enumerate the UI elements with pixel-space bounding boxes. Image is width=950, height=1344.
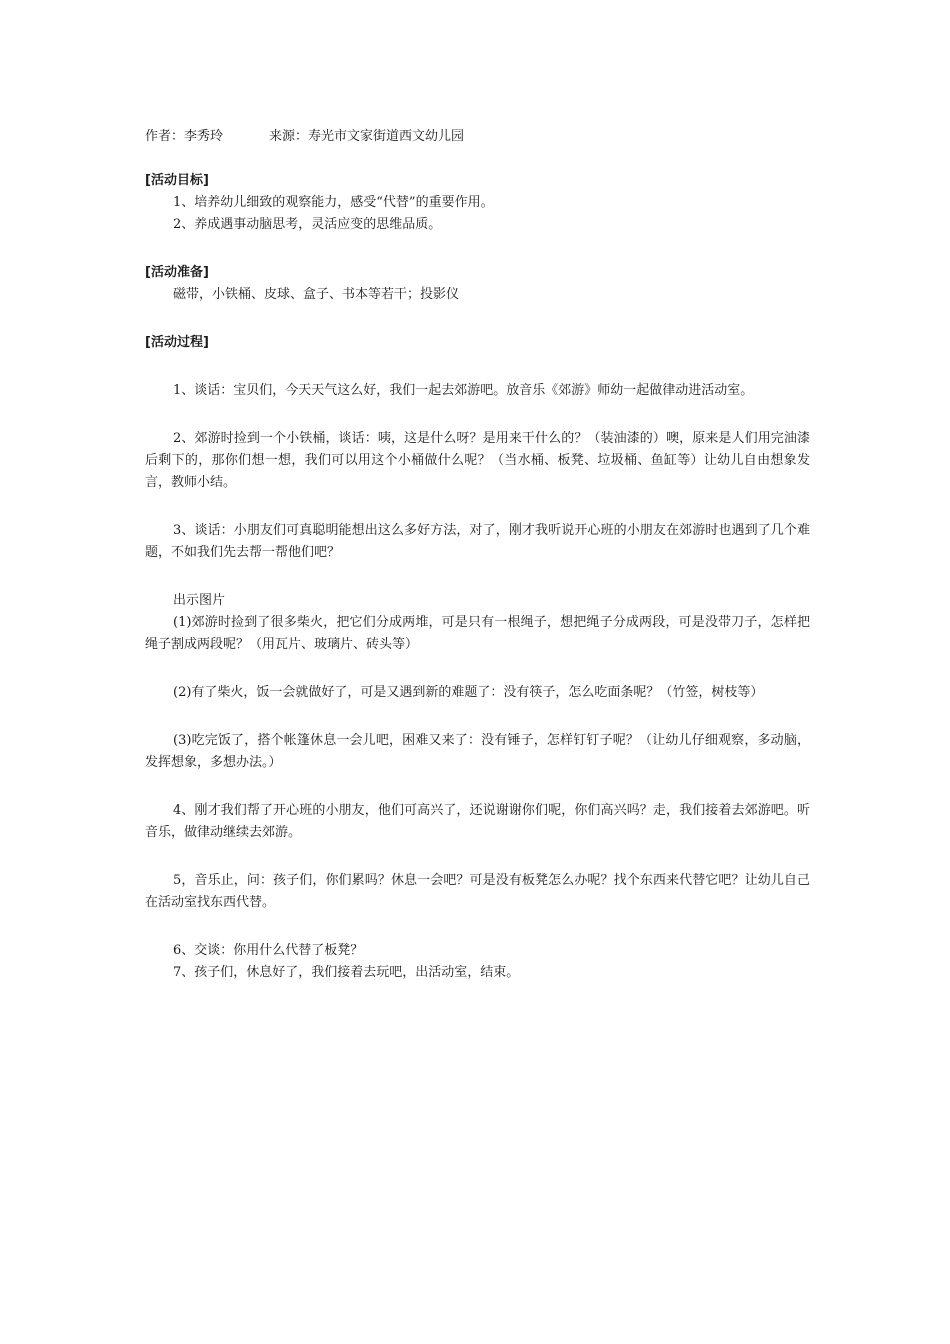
- goal-item: 2、养成遇事动脑思考，灵活应变的思维品质。: [173, 217, 442, 232]
- prep-text: 磁带，小铁桶、皮球、盒子、书本等若干；投影仪: [173, 287, 460, 302]
- document-body: [145, 126, 810, 984]
- goal-item: 1、培养幼儿细致的观察能力，感受“代替”的重要作用。: [173, 195, 494, 210]
- process-heading: [活动过程]: [145, 335, 209, 350]
- picture-item: (1)郊游时捡到了很多柴火，把它们分成两堆，可是只有一根绳子，想把绳子分成两段，可是没带刀子，怎样把绳子割成两段呢？（用瓦片、玻璃片、砖头等）: [145, 615, 810, 652]
- process-step: 2、郊游时捡到一个小铁桶，谈话：咦，这是什么呀？是用来干什么的？（装油漆的）噢，原来是人们用完油漆后剩下的，那你们想一想，我们可以用这个小桶做什么呢？（当水桶、板凳、垃圾桶、鱼缸等）让幼儿自由想象发言，教师小结。: [145, 431, 810, 490]
- prep-heading: [活动准备]: [145, 265, 209, 280]
- process-step: 6、交谈：你用什么代替了板凳？: [173, 943, 364, 958]
- source: 来源：寿光市文家街道西文幼儿园: [269, 129, 465, 144]
- picture-item: (3)吃完饭了，搭个帐篷休息一会儿吧，困难又来了：没有锤子，怎样钉钉子呢？（让幼儿仔细观察，多动脑，发挥想象，多想办法。）: [145, 733, 810, 770]
- process-step: 4、刚才我们帮了开心班的小朋友，他们可高兴了，还说谢谢你们呢，你们高兴吗？走，我们接着去郊游吧。听音乐，做律动继续去郊游。: [145, 803, 810, 840]
- picture-item: (2)有了柴火，饭一会就做好了，可是又遇到新的难题了：没有筷子，怎么吃面条呢？（竹签，树枝等）: [173, 685, 764, 700]
- process-step: 1、谈话：宝贝们，今天天气这么好，我们一起去郊游吧。放音乐《郊游》师幼一起做律动进活动室。: [173, 383, 754, 398]
- process-step: 7、孩子们，休息好了，我们接着去玩吧，出活动室，结束。: [173, 965, 520, 980]
- author: 作者：李秀玲: [145, 129, 224, 144]
- process-step: 3、谈话：小朋友们可真聪明能想出这么多好方法，对了，刚才我听说开心班的小朋友在郊游时也遇到了几个难题，不如我们先去帮一帮他们吧？: [145, 523, 810, 560]
- meta-line: [145, 126, 810, 148]
- goals-heading: [活动目标]: [145, 173, 209, 188]
- show-pictures-label: 出示图片: [173, 593, 226, 608]
- process-step: 5，音乐止，问：孩子们，你们累吗？休息一会吧？可是没有板凳怎么办呢？找个东西来代替它吧？让幼儿自己在活动室找东西代替。: [145, 873, 810, 910]
